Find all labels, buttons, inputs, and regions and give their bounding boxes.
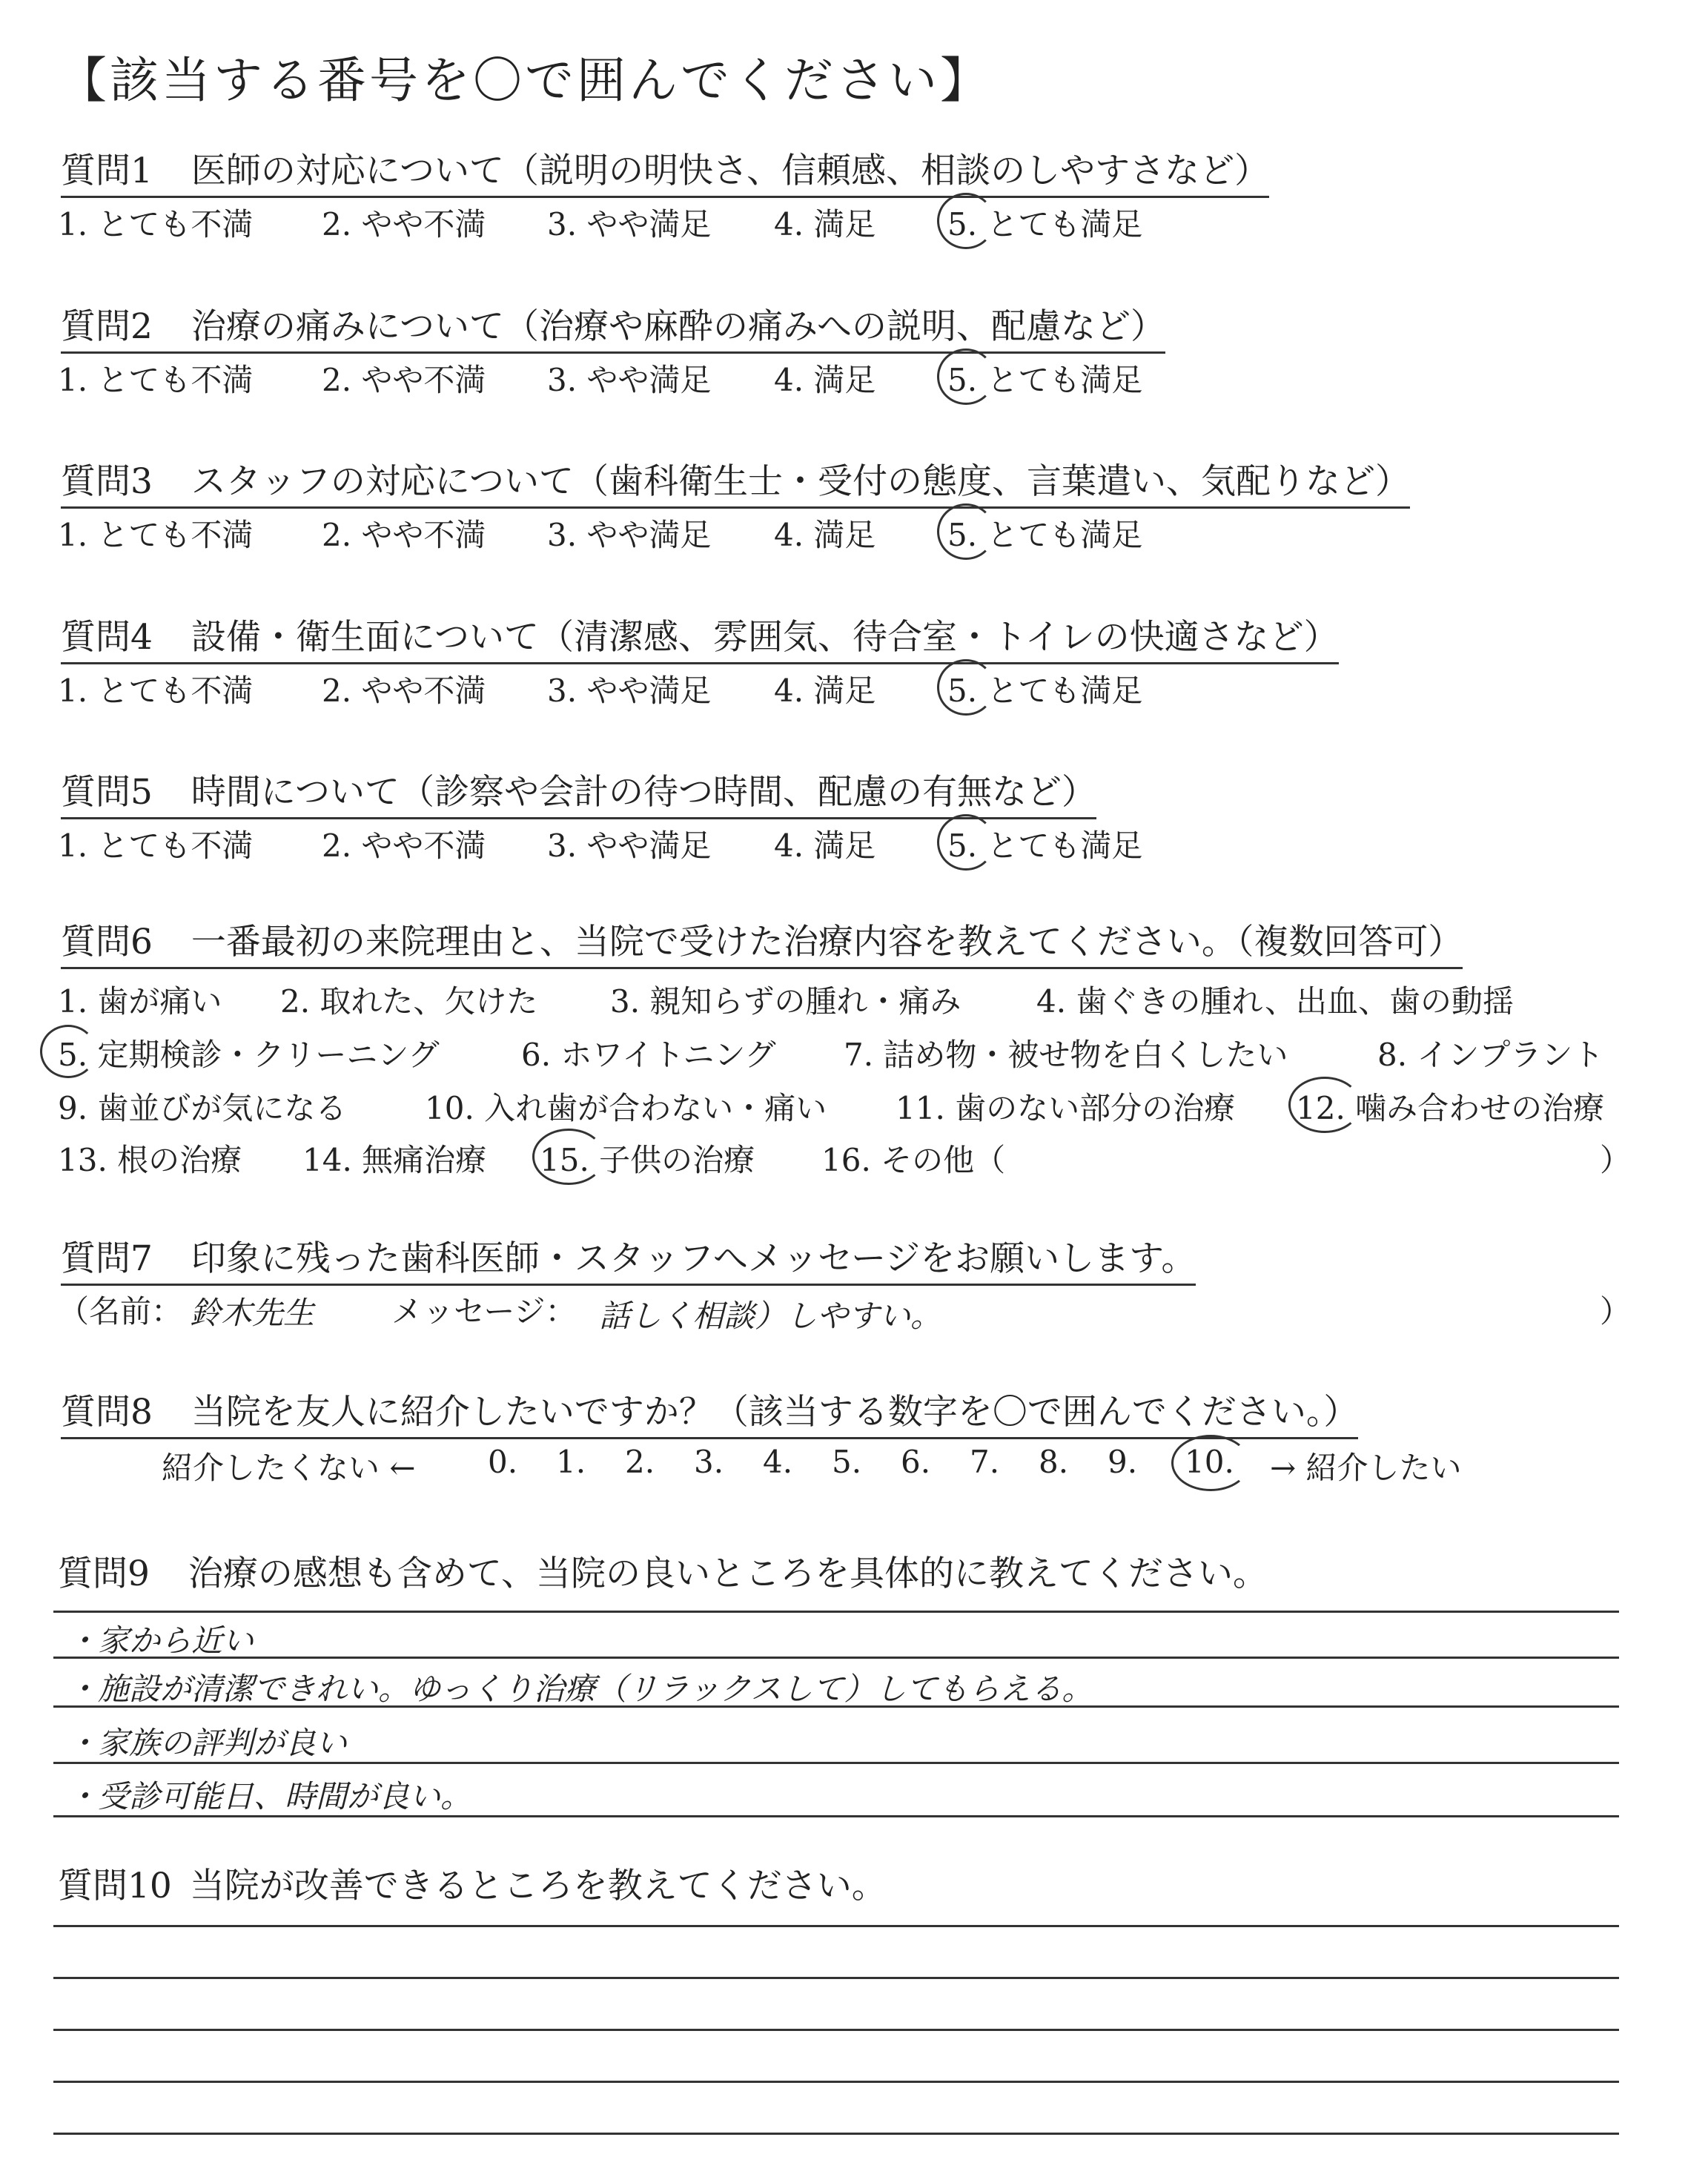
q8-scale-2[interactable]: 2. bbox=[625, 1444, 655, 1480]
q6-title: 一番最初の来院理由と、当院で受けた治療内容を教えてください。（複数回答可） bbox=[191, 922, 1463, 962]
q5-option-5[interactable]: 5. とても満足 bbox=[947, 828, 1143, 864]
q10-ruled-line[interactable] bbox=[53, 2133, 1619, 2135]
q3-option-1[interactable]: 1. とても不満 bbox=[58, 517, 254, 553]
q8-left-text: 紹介したくない ← bbox=[162, 1450, 416, 1486]
q4-option-1[interactable]: 1. とても不満 bbox=[58, 673, 254, 709]
q6-option-13[interactable]: 13. 根の治療 bbox=[58, 1142, 242, 1178]
q10-ruled-line[interactable] bbox=[53, 2081, 1619, 2083]
q9-title: 治療の感想も含めて、当院の良いところを具体的に教えてください。 bbox=[188, 1553, 1268, 1594]
q3-label: 質問3 bbox=[61, 461, 153, 502]
q4-option-2[interactable]: 2. やや不満 bbox=[322, 673, 486, 709]
q10-title: 当院が改善できるところを教えてください。 bbox=[189, 1866, 887, 1906]
q6-option-2[interactable]: 2. 取れた、欠けた bbox=[280, 983, 538, 1020]
q6-option-8[interactable]: 8. インプラント bbox=[1377, 1037, 1604, 1073]
q6-option-16[interactable]: 16. その他（ bbox=[821, 1142, 1006, 1178]
q1-option-5[interactable]: 5. とても満足 bbox=[947, 206, 1143, 242]
q2-option-4[interactable]: 4. 満足 bbox=[774, 362, 876, 398]
q3-title: スタッフの対応について（歯科衛生士・受付の態度、言葉遣い、気配りなど） bbox=[191, 461, 1410, 502]
q7-label: 質問7 bbox=[61, 1238, 153, 1279]
q9-ruled-line bbox=[53, 1657, 1619, 1659]
q3-option-5[interactable]: 5. とても満足 bbox=[947, 517, 1143, 553]
q10-ruled-line[interactable] bbox=[53, 2029, 1619, 2031]
q1-selection-circle bbox=[937, 193, 995, 249]
q4-title: 設備・衛生面について（清潔感、雰囲気、待合室・トイレの快適さなど） bbox=[191, 617, 1339, 658]
q6-option-10[interactable]: 10. 入れ歯が合わない・痛い bbox=[425, 1090, 827, 1126]
q7-message-value[interactable]: 話しく相談）しやすい。 bbox=[599, 1298, 942, 1334]
q6-option-4[interactable]: 4. 歯ぐきの腫れ、出血、歯の動揺 bbox=[1036, 983, 1514, 1020]
q4-options bbox=[58, 667, 1318, 711]
q2-option-2[interactable]: 2. やや不満 bbox=[322, 362, 486, 398]
q4-option-3[interactable]: 3. やや満足 bbox=[547, 673, 712, 709]
q6-row-4 bbox=[58, 1136, 1637, 1180]
q6-row-2 bbox=[58, 1031, 1689, 1075]
q6-option-11[interactable]: 11. 歯のない部分の治療 bbox=[896, 1090, 1236, 1126]
q7-name-value[interactable]: 鈴木先生 bbox=[190, 1295, 315, 1331]
q8-scale-8[interactable]: 8. bbox=[1039, 1444, 1069, 1480]
q3-selection-circle bbox=[937, 503, 995, 560]
page-title: 【該当する番号を〇で囲んでください】 bbox=[58, 52, 992, 109]
q6-option-9[interactable]: 9. 歯並びが気になる bbox=[58, 1090, 347, 1126]
q4-option-5[interactable]: 5. とても満足 bbox=[947, 673, 1143, 709]
q3-option-2[interactable]: 2. やや不満 bbox=[322, 517, 486, 553]
q8-scale-7[interactable]: 7. bbox=[970, 1444, 1000, 1480]
q2-option-1[interactable]: 1. とても不満 bbox=[58, 362, 254, 398]
q6-option-3[interactable]: 3. 親知らずの腫れ・痛み bbox=[610, 983, 961, 1020]
q10-ruled-line[interactable] bbox=[53, 1977, 1619, 1979]
q1-option-3[interactable]: 3. やや満足 bbox=[547, 206, 712, 242]
q1-title: 医師の対応について（説明の明快さ、信頼感、相談のしやすさなど） bbox=[191, 151, 1270, 191]
q6-label: 質問6 bbox=[61, 922, 153, 962]
q2-title: 治療の痛みについて（治療や麻酔の痛みへの説明、配慮など） bbox=[191, 306, 1166, 347]
q8-scale-0[interactable]: 0. bbox=[488, 1444, 518, 1480]
q1-label: 質問1 bbox=[61, 151, 153, 191]
q6-selection-circle-15 bbox=[532, 1129, 605, 1185]
q5-selection-circle bbox=[937, 814, 995, 871]
q2-option-5[interactable]: 5. とても満足 bbox=[947, 362, 1143, 398]
q9-label: 質問9 bbox=[58, 1553, 150, 1594]
q2-options bbox=[58, 356, 1318, 400]
q3-option-3[interactable]: 3. やや満足 bbox=[547, 517, 712, 553]
q5-options bbox=[58, 822, 1318, 866]
q6-option-6[interactable]: 6. ホワイトニング bbox=[521, 1037, 776, 1073]
q8-right-text: → 紹介したい bbox=[1270, 1450, 1462, 1486]
q6-row-3 bbox=[58, 1084, 1689, 1129]
q2-label: 質問2 bbox=[61, 306, 153, 347]
q9-answer-4[interactable]: ・受診可能日、時間が良い。 bbox=[67, 1778, 472, 1814]
q6-selection-circle-5 bbox=[40, 1025, 96, 1078]
q10-label: 質問10 bbox=[58, 1866, 172, 1906]
q8-scale-row bbox=[162, 1444, 1585, 1491]
q6-title-line bbox=[61, 914, 1463, 969]
q9-answer-3[interactable]: ・家族の評判が良い bbox=[67, 1725, 348, 1761]
q7-name-label: （名前： bbox=[58, 1293, 183, 1330]
q5-option-4[interactable]: 4. 満足 bbox=[774, 828, 876, 864]
q6-row-1 bbox=[58, 977, 1689, 1022]
q8-selection-circle bbox=[1171, 1435, 1250, 1491]
q9-title-line bbox=[58, 1546, 1268, 1596]
q8-scale-1[interactable]: 1. bbox=[556, 1444, 586, 1480]
q4-title-line bbox=[61, 610, 1339, 664]
q7-title: 印象に残った歯科医師・スタッフへメッセージをお願いします。 bbox=[191, 1238, 1196, 1279]
q6-option-16-close: ） bbox=[1600, 1142, 1632, 1178]
q5-option-1[interactable]: 1. とても不満 bbox=[58, 828, 254, 864]
q9-answer-1[interactable]: ・家から近い bbox=[67, 1622, 254, 1659]
q9-ruled-line bbox=[53, 1611, 1619, 1613]
q6-option-15[interactable]: 15. 子供の治療 bbox=[540, 1142, 755, 1178]
q5-option-2[interactable]: 2. やや不満 bbox=[322, 828, 486, 864]
q1-title-line bbox=[61, 143, 1269, 198]
q3-option-4[interactable]: 4. 満足 bbox=[774, 517, 876, 553]
q8-scale-9[interactable]: 9. bbox=[1108, 1444, 1138, 1480]
q8-title-line bbox=[61, 1384, 1358, 1439]
q2-option-3[interactable]: 3. やや満足 bbox=[547, 362, 712, 398]
q5-title-line bbox=[61, 764, 1096, 819]
q4-label: 質問4 bbox=[61, 617, 153, 658]
q1-option-2[interactable]: 2. やや不満 bbox=[322, 206, 486, 242]
q10-title-line bbox=[58, 1858, 887, 1908]
q6-option-12[interactable]: 12. 噛み合わせの治療 bbox=[1296, 1090, 1605, 1126]
q4-selection-circle bbox=[937, 659, 995, 716]
q8-scale-3[interactable]: 3. bbox=[694, 1444, 724, 1480]
q9-answer-2[interactable]: ・施設が清潔できれい。ゆっくり治療（リラックスして）してもらえる。 bbox=[67, 1671, 1093, 1707]
q1-option-1[interactable]: 1. とても不満 bbox=[58, 206, 254, 242]
q2-selection-circle bbox=[937, 349, 995, 405]
q10-ruled-line[interactable] bbox=[53, 1925, 1619, 1927]
q6-option-1[interactable]: 1. 歯が痛い bbox=[58, 983, 222, 1020]
q2-title-line bbox=[61, 299, 1165, 354]
q7-answer-row bbox=[58, 1287, 1637, 1339]
q8-scale-5[interactable]: 5. bbox=[832, 1444, 862, 1480]
q6-selection-circle-12 bbox=[1288, 1077, 1361, 1133]
q1-option-4[interactable]: 4. 満足 bbox=[774, 206, 876, 242]
q1-options bbox=[58, 200, 1318, 245]
q6-option-5[interactable]: 5. 定期検診・クリーニング bbox=[58, 1037, 440, 1073]
q8-label: 質問8 bbox=[61, 1392, 153, 1433]
q6-option-7[interactable]: 7. 詰め物・被せ物を白くしたい bbox=[844, 1037, 1288, 1073]
q8-scale-6[interactable]: 6. bbox=[901, 1444, 931, 1480]
q5-title: 時間について（診察や会計の待つ時間、配慮の有無など） bbox=[191, 772, 1096, 813]
q5-option-3[interactable]: 3. やや満足 bbox=[547, 828, 712, 864]
q8-title: 当院を友人に紹介したいですか？（該当する数字を〇で囲んでください。） bbox=[191, 1392, 1359, 1433]
q5-label: 質問5 bbox=[61, 772, 153, 813]
q3-title-line bbox=[61, 454, 1410, 509]
q4-option-4[interactable]: 4. 満足 bbox=[774, 673, 876, 709]
q3-options bbox=[58, 511, 1318, 555]
q6-option-14[interactable]: 14. 無痛治療 bbox=[302, 1142, 487, 1178]
q7-message-label: メッセージ： bbox=[391, 1293, 577, 1330]
q7-title-line bbox=[61, 1231, 1196, 1286]
q8-scale-4[interactable]: 4. bbox=[763, 1444, 793, 1480]
q8-scale-10[interactable]: 10. bbox=[1185, 1444, 1234, 1480]
q7-close: ） bbox=[1600, 1293, 1632, 1330]
